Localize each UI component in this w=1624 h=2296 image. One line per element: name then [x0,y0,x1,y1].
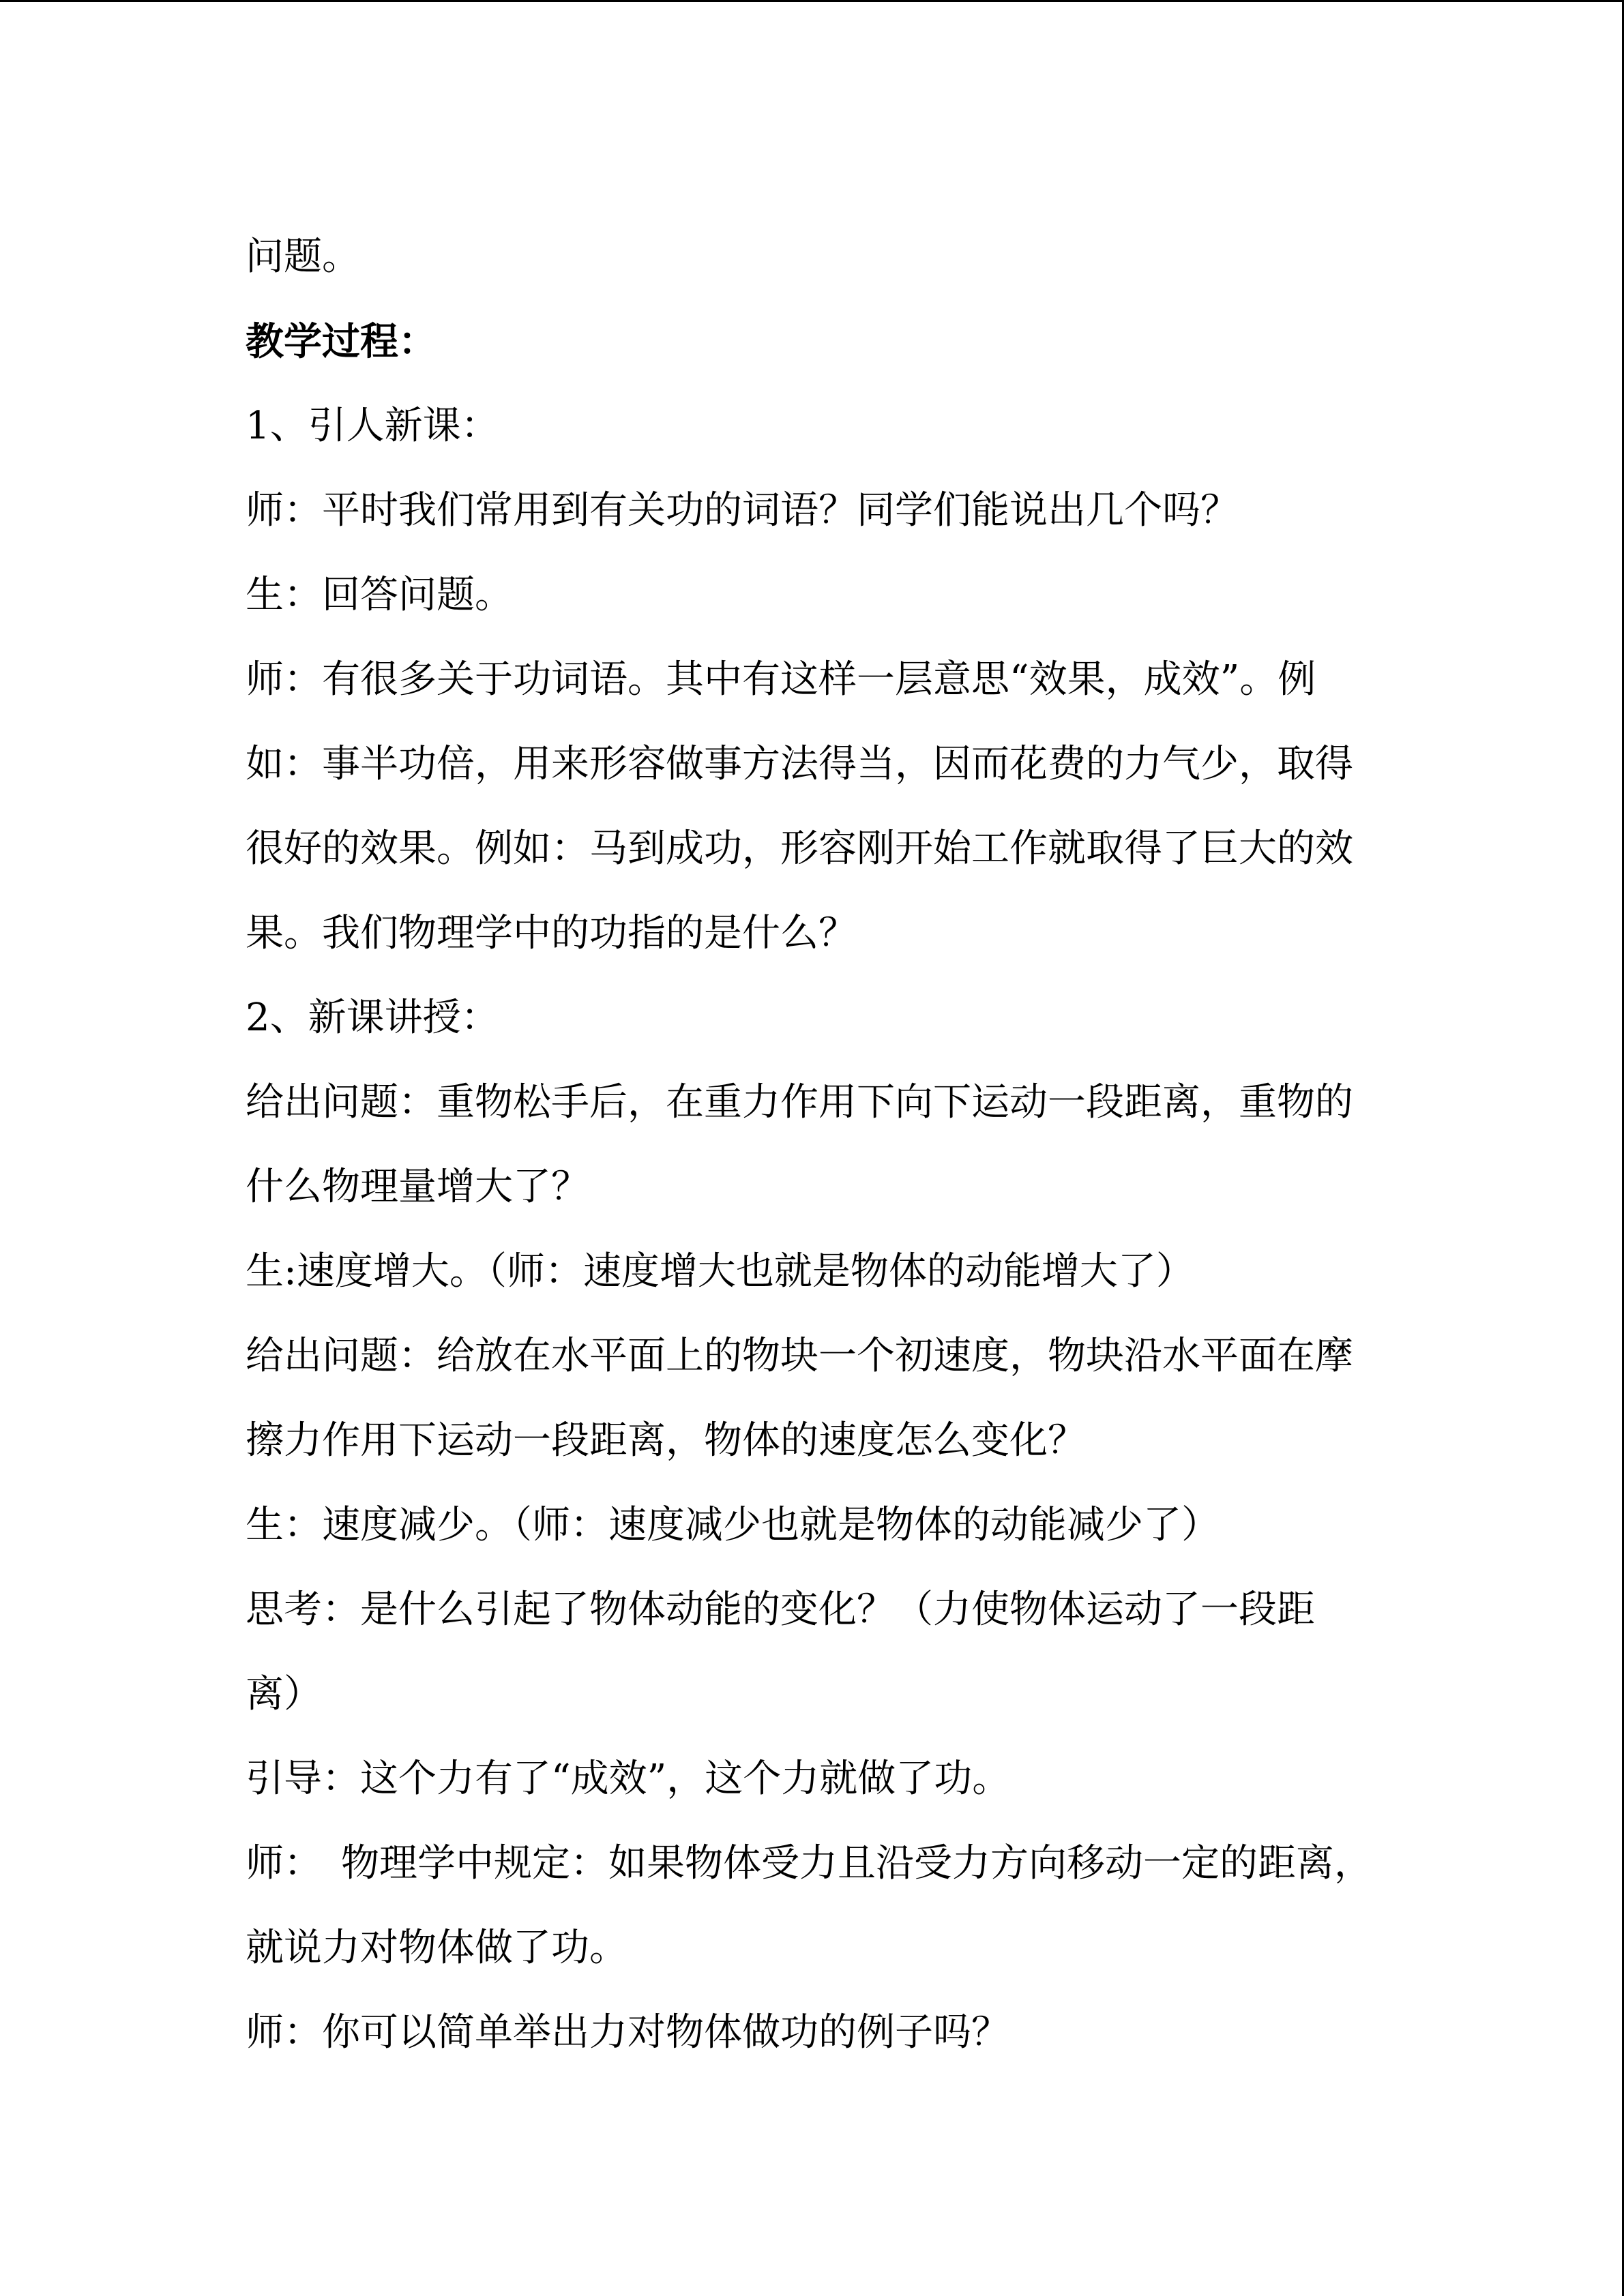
text-line: 问题。 [246,235,360,279]
text-line: 师：你可以简单举出力对物体做功的例子吗？ [246,2010,1009,2055]
text-line: 什么物理量增大了？ [246,1165,589,1209]
text-line: 很好的效果。例如：马到成功，形容刚开始工作就取得了巨大的效 [246,826,1353,871]
text-line: 师：有很多关于功词语。其中有这样一层意思“效果，成效”。例 [246,657,1316,702]
text-line: 给出问题：给放在水平面上的物块一个初速度，物块沿水平面在摩 [246,1334,1353,1378]
text-line: 生：速度减少。（师：速度减少也就是物体的动能减少了） [246,1503,1220,1547]
text-line: 思考：是什么引起了物体动能的变化？（力使物体运动了一段距 [246,1587,1315,1632]
section-heading: 教学过程： [246,319,437,364]
text-line: 引导：这个力有了“成效”，这个力就做了功。 [246,1757,1011,1801]
text-line: 师： 物理学中规定：如果物体受力且沿受力方向移动一定的距离， [246,1841,1372,1885]
text-line: 离） [246,1672,322,1716]
text-line: 生：回答问题。 [246,573,513,617]
text-line: 就说力对物体做了功。 [246,1926,628,1970]
text-line: 擦力作用下运动一段距离，物体的速度怎么变化？ [246,1418,1086,1463]
text-line: 给出问题：重物松手后，在重力作用下向下运动一段距离，重物的 [246,1080,1353,1124]
text-line: 如：事半功倍，用来形容做事方法得当，因而花费的力气少，取得 [246,742,1353,786]
document-body [246,215,1372,2075]
text-line: 生:速度增大。（师：速度增大也就是物体的动能增大了） [246,1249,1194,1294]
text-line: 果。我们物理学中的功指的是什么？ [246,911,857,955]
subsection-heading: 2、新课讲授： [246,996,499,1040]
text-line: 师：平时我们常用到有关功的词语？同学们能说出几个吗？ [246,488,1239,533]
subsection-heading: 1、引人新课： [246,404,499,448]
